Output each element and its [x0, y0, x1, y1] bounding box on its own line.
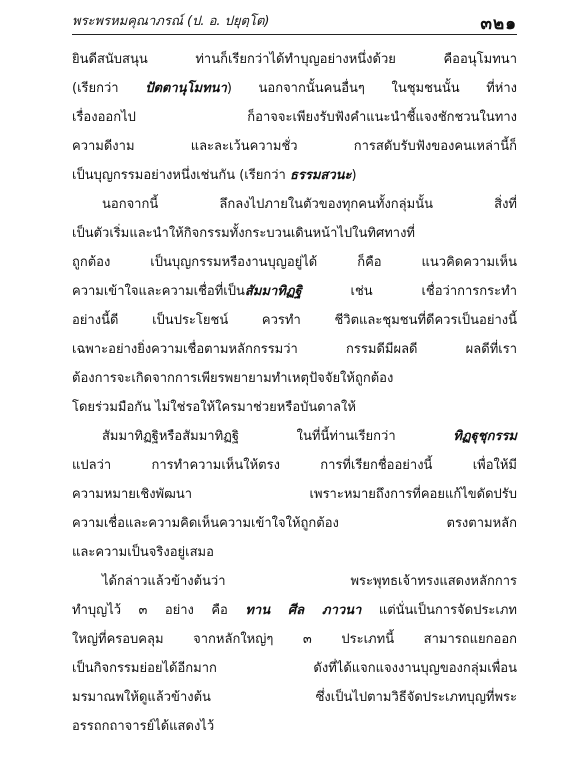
text-line: [72, 538, 517, 567]
text-line: [72, 248, 517, 277]
text-line: [72, 306, 517, 335]
text-span: นอกจากนี้ ลึกลงไปภายในตัวของทุกคนทั้งกลุ่มนั้น สิ่งที่: [102, 197, 517, 212]
text-span: แปลว่า การทำความเห็นให้ตรง การที่เรียกชื่ออย่างนี้ เพื่อให้มี: [72, 458, 517, 473]
text-line: [72, 480, 517, 509]
text-line: [72, 683, 517, 712]
page-number: ๓๒๑: [480, 14, 517, 34]
text-span: ) นอกจากนั้นคนอื่นๆ ในชุมชนนั้น ที่ห่าง: [226, 81, 517, 96]
text-span: ความหมายเชิงพัฒนา เพราะหมายถึงการที่คอยแก้ไขดัดปรับ: [72, 487, 517, 502]
text-line: [72, 132, 517, 161]
text-line: [72, 567, 517, 596]
text-line: [72, 451, 517, 480]
text-span: อรรถกถาจารย์ได้แสดงไว้: [72, 719, 215, 734]
text-span: เป็นตัวเริ่มและนำให้กิจกรรมทั้งกระบวนเดินหน้าไปในทิศทางที่: [72, 226, 415, 241]
body-text: [72, 45, 517, 741]
text-line: [72, 45, 517, 74]
emphasized-term: ปัตตานุโมทนา: [145, 81, 227, 96]
text-line: [72, 393, 517, 422]
text-line: [72, 625, 517, 654]
text-span: ทำบุญไว้ ๓ อย่าง คือ: [72, 603, 246, 618]
text-span: สัมมาทิฏฐิหรือสัมมาทิฏฐิ ในที่นี้ท่านเรียกว่า: [102, 429, 454, 444]
text-line: [72, 277, 517, 306]
header-rule: [72, 34, 517, 35]
text-span: โดยร่วมมือกัน ไม่ใช่รอให้ใครมาช่วยหรือบันดาลให้: [72, 400, 356, 415]
text-line: [72, 219, 517, 248]
text-span: เป็นกิจกรรมย่อยได้อีกมาก ดังที่ได้แจกแจงงานบุญของกลุ่มเพื่อน: [72, 661, 517, 676]
text-line: [72, 509, 517, 538]
text-span: ความเชื่อและความคิดเห็นความเข้าใจให้ถูกต้อง ตรงตามหลัก: [72, 516, 517, 531]
text-line: [72, 103, 517, 132]
emphasized-term: สัมมาทิฏฐิ: [244, 284, 302, 299]
text-line: [72, 364, 517, 393]
text-span: เป็นบุญกรรมอย่างหนึ่งเช่นกัน (เรียกว่า: [72, 168, 290, 183]
text-span: แต่นั่นเป็นการจัดประเภท: [361, 603, 518, 618]
text-line: [72, 161, 517, 190]
text-span: ถูกต้อง เป็นบุญกรรมหรืองานบุญอยู่ได้ ก็คือ แนวคิดความเห็น: [72, 255, 517, 270]
text-line: [72, 74, 517, 103]
text-line: [72, 422, 517, 451]
emphasized-term: ธรรมสวนะ: [289, 168, 352, 183]
page-header: [72, 10, 517, 36]
emphasized-term: ทาน ศีล ภาวนา: [245, 603, 362, 618]
text-line: [72, 596, 517, 625]
running-header-title: พระพรหมคุณาภรณ์ (ป. อ. ปยุตฺโต): [72, 14, 270, 29]
text-span: ความเข้าใจและความเชื่อที่เป็น: [72, 284, 245, 299]
text-span: เช่น เชื่อว่าการกระทำ: [301, 284, 517, 299]
text-span: ยินดีสนับสนุน ท่านก็เรียกว่าได้ทำบุญอย่างหนึ่งด้วย คืออนุโมทนา: [72, 52, 517, 67]
text-span: (เรียกว่า: [72, 81, 146, 96]
text-span: อย่างนี้ดี เป็นประโยชน์ ควรทำ ชีวิตและชุมชนที่ดีควรเป็นอย่างนี้: [72, 313, 517, 328]
text-line: [72, 190, 517, 219]
text-span: ความดีงาม และละเว้นความชั่ว การสดับรับฟังของคนเหล่านี้ก็: [72, 139, 517, 154]
text-span: ต้องการจะเกิดจากการเพียรพยายามทำเหตุปัจจัยให้ถูกต้อง: [72, 371, 394, 386]
text-span: เฉพาะอย่างยิ่งความเชื่อตามหลักกรรมว่า กรรมดีมีผลดี ผลดีที่เรา: [72, 342, 517, 357]
text-span: ใหญ่ที่ครอบคลุม จากหลักใหญ่ๆ ๓ ประเภทนี้ สามารถแยกออก: [72, 632, 517, 647]
text-span: มรมาณพให้ดูแล้วข้างต้น ซึ่งเป็นไปตามวิธีจัดประเภทบุญที่พระ: [72, 690, 517, 705]
text-span: ได้กล่าวแล้วข้างต้นว่า พระพุทธเจ้าทรงแสดงหลักการ: [102, 574, 517, 589]
text-line: [72, 654, 517, 683]
text-span: เรื่องออกไป ก็อาจจะเพียงรับฟังคำแนะนำชี้แจงชักชวนในทาง: [72, 110, 517, 125]
text-span: และความเป็นจริงอยู่เสมอ: [72, 545, 214, 560]
emphasized-term: ทิฏฐุชุกรรม: [453, 429, 517, 444]
text-span: ): [351, 168, 357, 183]
text-line: [72, 335, 517, 364]
text-line: [72, 712, 517, 741]
